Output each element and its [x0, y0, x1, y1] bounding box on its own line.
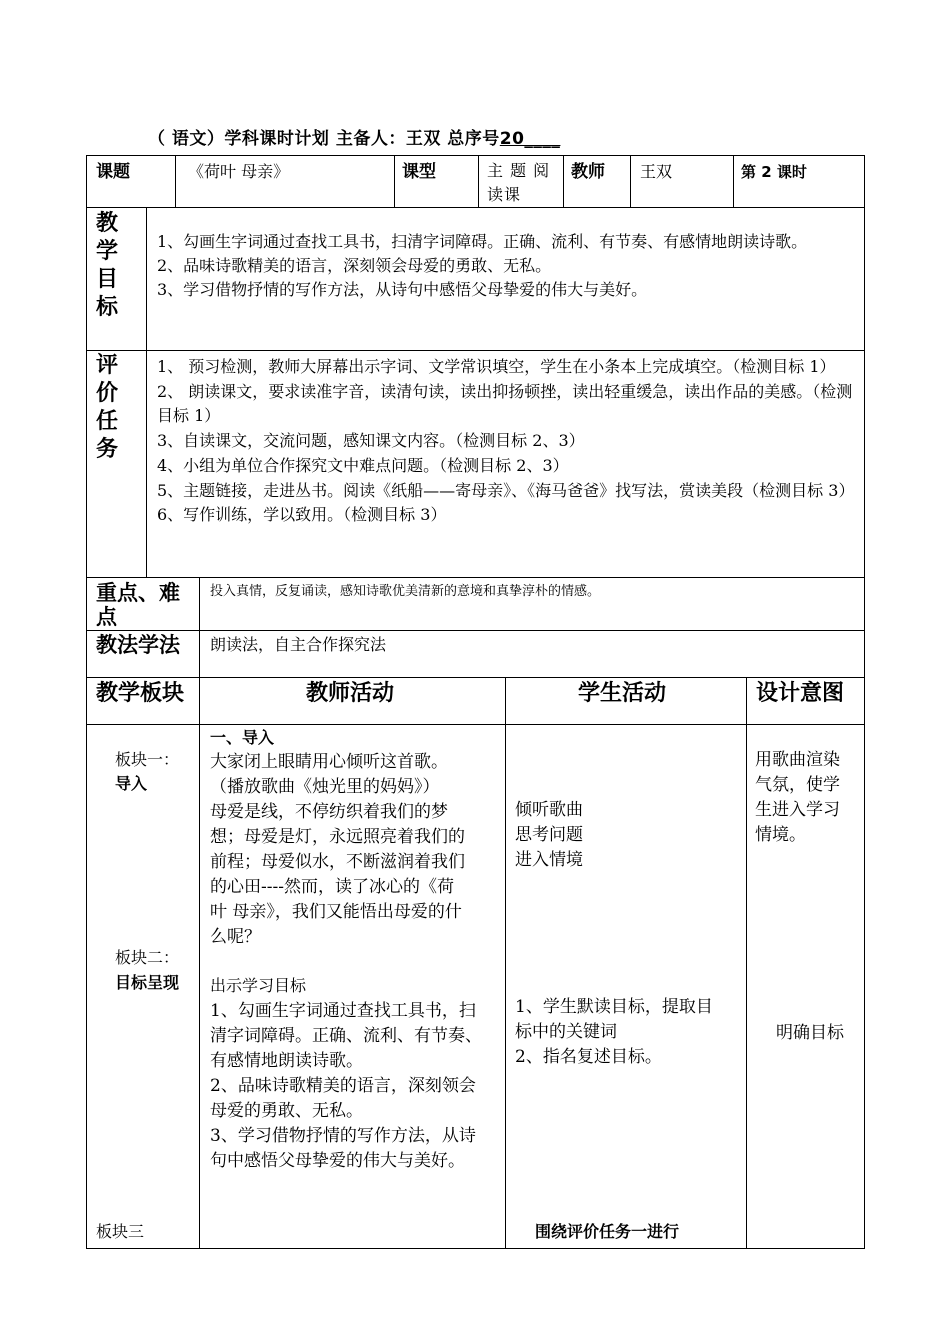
serial-number: 20____ [499, 129, 561, 149]
lesson-number: 第 2 课时 [741, 163, 807, 181]
methods-label: 教法学法 [96, 633, 180, 657]
text-line: 前程；母爱似水，不断滋润着我们 [210, 852, 465, 872]
task-item: 6、写作训练，学以致用。（检测目标 3） [157, 505, 447, 525]
block-one-title: 导入 [115, 774, 148, 793]
goal-item: 3、学习借物抒情的写作方法，从诗句中感悟父母挚爱的伟大与美好。 [157, 280, 648, 299]
block-three-label: 板块三 [96, 1222, 145, 1241]
goals-label: 教学目标 [96, 211, 119, 320]
keypoints-label: 重点、难点 [96, 581, 180, 629]
text-line: 叶 母亲》，我们又能悟出母爱的什 [210, 902, 462, 922]
topic-value: 《荷叶 母亲》 [188, 162, 290, 181]
tasks-list [157, 355, 859, 528]
type-value: 主 题 阅 读课 [487, 161, 551, 204]
task-item: 4、小组为单位合作探究文中难点问题。（检测目标 2、3） [157, 455, 569, 475]
text-line: 倾听歌曲 [515, 800, 583, 820]
text-line: 3、学习借物抒情的写作方法，从诗 [210, 1126, 476, 1146]
text-line: （播放歌曲《烛光里的妈妈》） [210, 777, 440, 797]
text-line: 的心田----然而，读了冰心的《荷 [210, 877, 454, 897]
intent-goal-text: 明确目标 [776, 1023, 844, 1043]
block-one-label: 板块一： [115, 750, 180, 769]
task-item: 5、主题链接，走进丛书。阅读《纸船——寄母亲》、《海马爸爸》找写法，赏读美段（检测目标 3） [157, 480, 855, 500]
goals-list [157, 230, 857, 302]
text-line: 想；母爱是灯，永远照亮着我们的 [210, 827, 465, 847]
text-line: 母爱的勇敢、无私。 [210, 1101, 363, 1121]
keypoints-value: 投入真情，反复诵读，感知诗歌优美清新的意境和真挚淳朴的情感。 [210, 584, 601, 599]
intro-title: 一、导入 [210, 728, 275, 747]
methods-value: 朗读法，自主合作探究法 [210, 635, 387, 654]
text-line: 1、勾画生字词通过查找工具书，扫 [210, 1001, 476, 1021]
topic-label: 课题 [96, 162, 130, 182]
text-line: 进入情境 [515, 850, 583, 870]
text-line: 1、学生默读目标，提取目 [515, 997, 713, 1017]
goal-item: 2、品味诗歌精美的语言，深刻领会母爱的勇敢、无私。 [157, 256, 552, 275]
text-line: 情境。 [755, 825, 806, 845]
text-line: 生进入学习 [755, 800, 840, 820]
column-header-intent: 设计意图 [756, 681, 845, 706]
student-intro-text [515, 798, 583, 873]
task-item: 1、 预习检测，教师大屏幕出示字词、文学常识填空，学生在小条本上完成填空。（检测目标 1） [157, 357, 836, 376]
student-bottom-note: 围绕评价任务一进行 [535, 1222, 680, 1241]
block-two-title: 目标呈现 [115, 973, 180, 992]
student-goal-text [515, 995, 743, 1070]
teacher-intro-text [210, 750, 502, 950]
text-line: 母爱是线，不停纺织着我们的梦 [210, 802, 448, 822]
block-two-label: 板块二： [115, 948, 180, 967]
text-line: 气氛，使学 [755, 775, 840, 795]
header-text: （ 语文）学科课时计划 主备人：王双 总序号 [148, 129, 500, 149]
text-line: 清字词障碍。正确、流利、有节奏、 [210, 1026, 482, 1046]
type-label: 课型 [402, 162, 436, 182]
task-item: 2、 朗读课文，要求读准字音，读清句读，读出抑扬顿挫，读出轻重缓急，读出作品的美感。（检测目标 1） [157, 381, 853, 426]
column-header-blocks: 教学板块 [96, 681, 185, 706]
column-header-teacher: 教师活动 [306, 681, 395, 706]
task-item: 3、自读课文，交流问题，感知课文内容。（检测目标 2、3） [157, 431, 585, 451]
text-line: 2、品味诗歌精美的语言，深刻领会 [210, 1076, 476, 1096]
goal-item: 1、勾画生字词通过查找工具书，扫清字词障碍。正确、流利、有节奏、有感情地朗读诗歌。 [157, 232, 808, 251]
goal-title: 出示学习目标 [210, 976, 307, 995]
text-line: 标中的关键词 [515, 1022, 617, 1042]
text-line: 句中感悟父母挚爱的伟大与美好。 [210, 1151, 465, 1171]
text-line: 思考问题 [515, 825, 583, 845]
intent-intro-text [755, 748, 861, 848]
text-line: 有感情地朗读诗歌。 [210, 1051, 363, 1071]
teacher-value: 王双 [640, 162, 673, 181]
text-line: 大家闭上眼睛用心倾听这首歌。 [210, 752, 448, 772]
teacher-goal-text [210, 999, 502, 1174]
column-header-student: 学生活动 [578, 681, 667, 706]
tasks-label: 评价任务 [96, 353, 119, 462]
text-line: 2、指名复述目标。 [515, 1047, 662, 1067]
text-line: 么呢？ [210, 927, 261, 947]
teacher-label: 教师 [571, 162, 605, 182]
document-header [148, 124, 560, 149]
text-line: 用歌曲渲染 [755, 750, 840, 770]
